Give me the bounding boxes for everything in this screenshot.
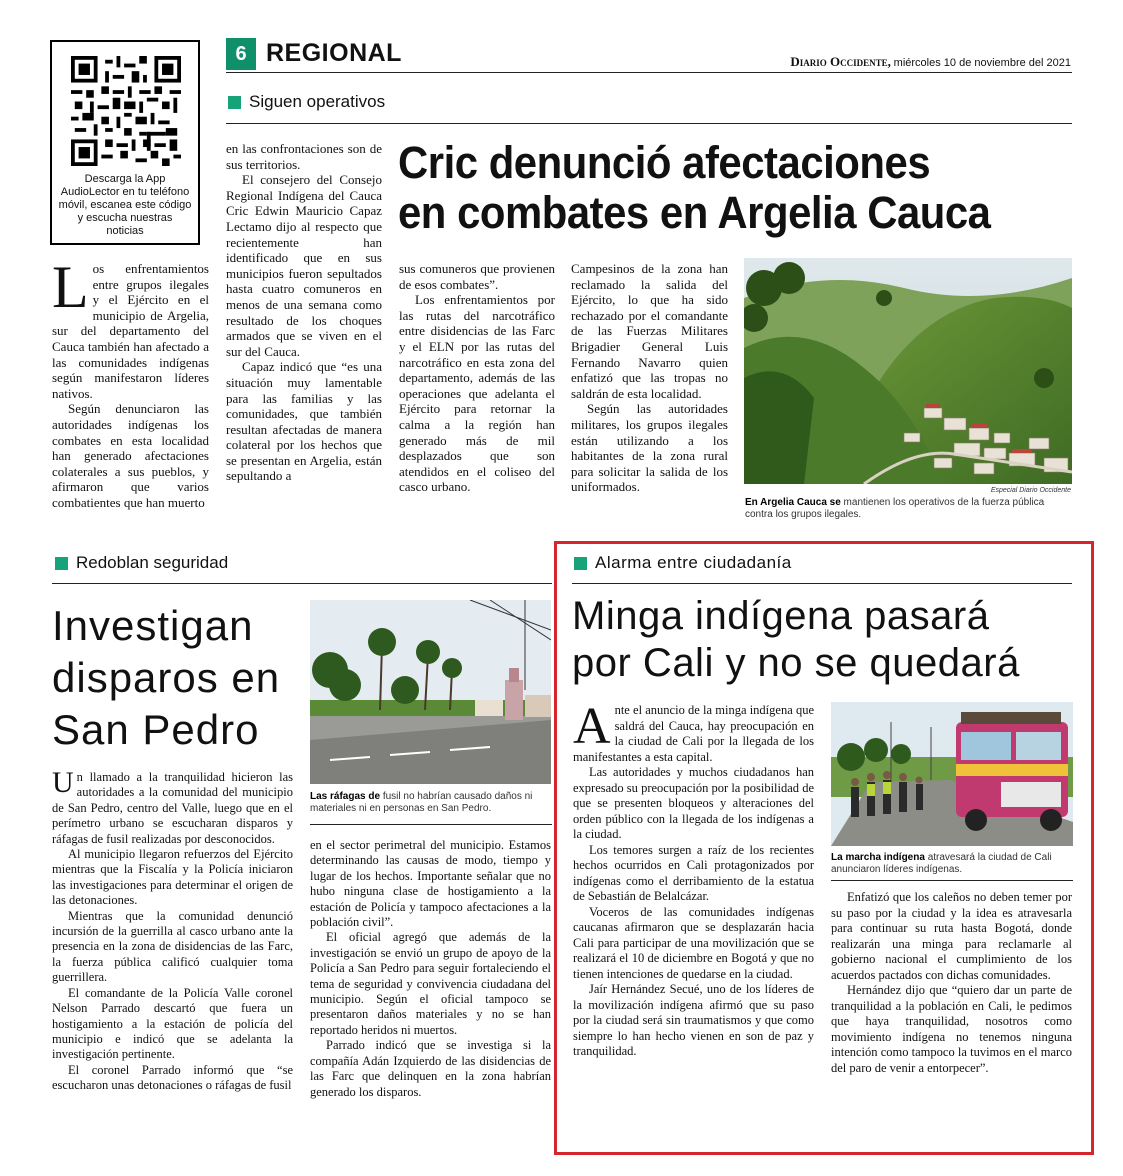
article2-caption	[310, 791, 553, 815]
article2-kicker	[55, 553, 228, 573]
article3-caption	[831, 852, 1074, 876]
article3-col1	[573, 698, 814, 1060]
article1-photo	[744, 258, 1072, 484]
article1-col3-p2: Los enfrentamientos por las rutas del narcotráfico entre disidencias de las Farc y el ELN por las rutas del narcotráfico en esta zona del departamento, además de las operaciones que adelanta el Ejército para retornar la calma a la región han generado más de mil desplazados que son atendidos en el coliseo del casco urbano.	[399, 292, 555, 495]
qr-code-icon[interactable]	[71, 56, 181, 166]
article1-col3-p1: sus comuneros que provienen de esos combates”.	[399, 261, 555, 292]
article1-caption	[745, 497, 1073, 521]
article1-col2-p3: Capaz indicó que “es una situación muy lamentable para las familias y las comunidades, que también resultan afectadas de manera colateral por los hechos que se presentan en Argelia, están sepultando a	[226, 359, 382, 484]
article1-col2-p1: en las confrontaciones son de sus territorios.	[226, 141, 382, 172]
article3-col1-p5: Jaír Hernández Secué, uno de los líderes de la movilización indígena afirmó que su paso por la ciudad será sin traumatismos y que como siempre lo han hecho vienen en son de paz y tranquilidad.	[573, 982, 814, 1058]
page-number: 6	[235, 43, 247, 65]
article3-caption-rule	[831, 880, 1073, 881]
article2-headline	[52, 600, 280, 756]
article1-photo-credit: Especial Diario Occidente	[990, 487, 1071, 494]
article2-photo	[310, 600, 551, 784]
article1-headline-line1: Cric denunció afectaciones	[398, 137, 931, 188]
article3-photo	[831, 702, 1073, 846]
header-rule	[226, 72, 1072, 73]
qr-caption: Descarga la App AudioLector en tu teléfono móvil, escanea este código y escucha nuestras noticias	[58, 173, 192, 237]
masthead-date	[790, 54, 1071, 70]
kicker-square-icon	[574, 557, 587, 570]
kicker-square-icon	[55, 557, 68, 570]
article2-kicker-rule	[52, 583, 552, 584]
argelia-landscape-image	[744, 258, 1072, 484]
article3-kicker-rule	[572, 583, 1072, 584]
article2-col1-p2: Al municipio llegaron refuerzos del Ejército mientras que la Fiscalía y la Policía iniciaron las investigaciones para determinar el origen de las detonaciones.	[52, 847, 293, 908]
article2-col2-p2: El oficial agregó que además de la investigación se envió un grupo de apoyo de la Policía a San Pedro para seguir fortaleciendo el tema de seguridad y convivencia ciudadana del municipio. Según el oficial tampoco se presentaron daños materiales y no se han reportado heridos ni muertos.	[310, 930, 551, 1037]
san-pedro-plaza-image	[310, 600, 551, 784]
article3-col1-p2: Las autoridades y muchos ciudadanos han expresado su preocupación por la posibilidad de que se presenten bloqueos y alteraciones del orden público con la llegada de los indígenas a la ciudad.	[573, 765, 814, 841]
article3-dropcap: A	[573, 698, 611, 755]
masthead: Diario Occidente,	[790, 54, 891, 69]
article3-headline-line1: Minga indígena pasará	[572, 594, 990, 638]
qr-box	[50, 40, 200, 245]
article3-caption-rest: atravesará la ciudad de Cali anunciaron líderes indígenas.	[831, 852, 1052, 875]
article2-col2-p3: Parrado indicó que se investiga si la compañía Adán Izquierdo de las disidencias de las Farc que delinquen en la zona habrían generado los disparos.	[310, 1038, 551, 1099]
article2-col1-p1: n llamado a la tranquilidad hicieron las autoridades a la comunidad del municipio de San Pedro, centro del Valle, luego que en el perímetro urbano se escucharan disparos y ráfagas de fusil realizadas por desconocidos.	[52, 770, 293, 846]
article3-kicker	[574, 553, 792, 573]
article3-col1-p1: nte el anuncio de la minga indígena que saldrá del Cauca, hay preocupación en la ciudad de Cali por la llegada de los manifestantes a esta capital.	[573, 703, 814, 764]
article1-headline-line2: en combates en Argelia Cauca	[398, 187, 991, 238]
article2-caption-rest: fusil no habrían causado daños ni materiales ni en personas en San Pedro.	[310, 791, 533, 814]
article3-kicker-text: Alarma entre ciudadanía	[595, 553, 792, 572]
article1-col1-p2: Según denunciaron las autoridades indígenas los combates en esta localidad han generado afectaciones colaterales a sus pueblos, y afirmaron que varios combatientes que han muerto	[52, 401, 209, 510]
article2-headline-line2: disparos en	[52, 654, 281, 701]
article1-col4-p1: Campesinos de la zona han reclamado la salida del Ejército, lo que ha sido rechazado por el comandante de las Fuerzas Militares Brigadier General Luis Fernando Navarro quien enfatizó que las tropas no saldrán de esta localidad.	[571, 261, 728, 401]
article2-col1-p3: Mientras que la comunidad denunció incursión de la guerrilla al casco urbano ante la presencia en la zona de disidencias de las Farc, la fuerza pública calificó cualquier toma guerrillera.	[52, 908, 293, 985]
article3-headline	[572, 593, 1020, 687]
article3-caption-bold: La marcha indígena	[831, 852, 925, 863]
article2-kicker-text: Redoblan seguridad	[76, 553, 229, 572]
article1-col4-p2: Según las autoridades militares, los grupos ilegales están utilizando a los habitantes de la zona rural para solicitar la salida de los uniformados.	[571, 401, 728, 495]
article1-kicker-text: Siguen operativos	[249, 92, 386, 111]
article3-headline-line2: por Cali y no se quedará	[572, 641, 1020, 685]
article2-dropcap: U	[52, 766, 74, 799]
section-title: REGIONAL	[266, 39, 402, 67]
article2-col2	[310, 838, 551, 1100]
article1-dropcap: L	[52, 254, 89, 320]
article1-col3	[399, 261, 555, 495]
article1-headline	[398, 138, 1030, 238]
article2-col1	[52, 766, 293, 1094]
article3-col2-p1: Enfatizó que los caleños no deben temer por su paso por la ciudad y la idea es atravesarla para continuar su ruta hasta Bogotá, donde realizarán una minga para reclamarle al gobierno nacional el cumplimiento de los acuerdos pactados con dichas comunidades.	[831, 890, 1072, 982]
article3-col1-p4: Voceros de las comunidades indígenas caucanas afirmaron que se desplazarán hacia Cali para participar de una movilización que se realizará el 10 de diciembre en Bogotá y que no tienen intenciones de quedarse en la ciudad.	[573, 904, 814, 981]
article2-col1-p4: El comandante de la Policía Valle coronel Nelson Parrado descartó que fuera un hostigamiento a la estación de policía del municipio e indicó que se adelanta la investigación pertinente.	[52, 985, 293, 1062]
article2-col1-p5: El coronel Parrado informó que “se escucharon unas detonaciones o ráfagas de fusil	[52, 1062, 293, 1093]
article1-kicker-rule	[226, 123, 1072, 124]
article2-caption-rule	[310, 824, 552, 825]
page-number-badge	[226, 38, 256, 70]
article3-col1-p3: Los temores surgen a raíz de los recientes hechos ocurridos en Cali protagonizados por indígenas como el derribamiento de la estatua de Sebastián de Belalcázar.	[573, 842, 814, 903]
article2-headline-line1: Investigan	[52, 602, 254, 649]
article1-col2-p2: El consejero del Consejo Regional Indígena del Cauca Cric Edwin Mauricio Capaz Lectamo dijo al respecto que recientemente han identificado que en sus municipios fueron sepultados hasta cuatro comuneros en menos de una semana como resultado de los choques armados que se viven en el sur del Cauca.	[226, 172, 382, 359]
minga-march-image	[831, 702, 1073, 846]
article1-kicker	[228, 92, 385, 112]
article1-col1-p1: os enfrentamientos entre grupos ilegales y el Ejército en el municipio de Argelia, sur del departamento del Cauca también han afectado a las comunidades indígenas según manifestaron líderes nativos.	[52, 261, 209, 401]
kicker-square-icon	[228, 96, 241, 109]
article1-col2	[226, 141, 382, 484]
article1-caption-rest: mantienen los operativos de la fuerza pública contra los grupos ilegales.	[745, 497, 1045, 520]
article2-headline-line3: San Pedro	[52, 706, 260, 753]
article1-col1	[52, 254, 209, 511]
article3-col2-p2: Hernández dijo que “quiero dar un parte de tranquilidad a la población en Cali, le pedimos que haya tranquilidad, nosotros como movimiento indígena no tenemos ninguna intención como tampoco la tuvimos en el marco del paro de venir a entorpecer”.	[831, 983, 1072, 1075]
article3-col2	[831, 890, 1072, 1076]
issue-date: miércoles 10 de noviembre del 2021	[893, 57, 1071, 69]
article1-col4	[571, 261, 728, 495]
article2-caption-bold: Las ráfagas de	[310, 791, 381, 802]
article2-col2-p1: en el sector perimetral del municipio. Estamos determinando las causas de modo, tiempo y lugar de los hechos. Importante señalar que no hubo ninguna clase de hostigamiento a la estación de Policía y tampoco afectaciones a la población civil”.	[310, 838, 551, 930]
article1-caption-bold: En Argelia Cauca se	[745, 497, 841, 508]
